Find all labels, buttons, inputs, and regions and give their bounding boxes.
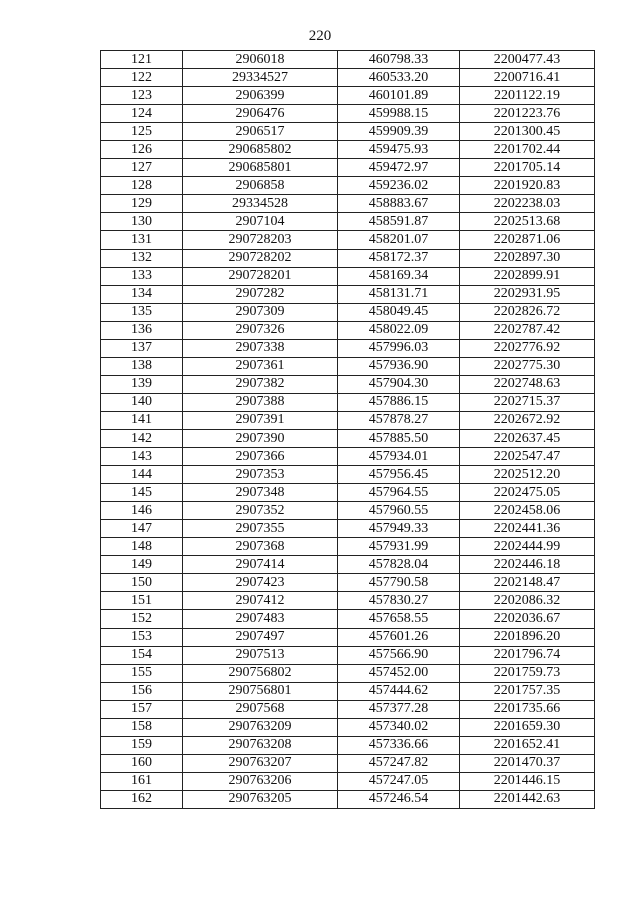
point-id-cell: 2907338 [183,339,338,357]
point-id-cell: 29334527 [183,69,338,87]
row-number-cell: 144 [101,466,183,484]
x-coordinate-cell: 460533.20 [338,69,460,87]
x-coordinate-cell: 457886.15 [338,393,460,411]
x-coordinate-cell: 457247.82 [338,754,460,772]
row-number-cell: 126 [101,141,183,159]
table-row [101,105,595,123]
table-row [101,339,595,357]
y-coordinate-cell: 2202897.30 [460,249,595,267]
row-number-cell: 152 [101,610,183,628]
row-number-cell: 158 [101,718,183,736]
table-row [101,736,595,754]
y-coordinate-cell: 2202148.47 [460,574,595,592]
point-id-cell: 290728202 [183,249,338,267]
y-coordinate-cell: 2202086.32 [460,592,595,610]
y-coordinate-cell: 2201896.20 [460,628,595,646]
table-row [101,718,595,736]
point-id-cell: 2906476 [183,105,338,123]
y-coordinate-cell: 2201223.76 [460,105,595,123]
point-id-cell: 2907309 [183,303,338,321]
table-row [101,538,595,556]
table-row [101,448,595,466]
y-coordinate-cell: 2201702.44 [460,141,595,159]
point-id-cell: 2907391 [183,411,338,429]
x-coordinate-cell: 458883.67 [338,195,460,213]
table-row [101,69,595,87]
x-coordinate-cell: 457949.33 [338,520,460,538]
y-coordinate-cell: 2200716.41 [460,69,595,87]
table-row [101,357,595,375]
x-coordinate-cell: 457790.58 [338,574,460,592]
x-coordinate-cell: 457246.54 [338,790,460,808]
y-coordinate-cell: 2202826.72 [460,303,595,321]
coordinates-table [100,50,595,809]
table-row [101,610,595,628]
y-coordinate-cell: 2201442.63 [460,790,595,808]
x-coordinate-cell: 457830.27 [338,592,460,610]
y-coordinate-cell: 2202776.92 [460,339,595,357]
y-coordinate-cell: 2202672.92 [460,411,595,429]
point-id-cell: 2907390 [183,429,338,447]
row-number-cell: 130 [101,213,183,231]
point-id-cell: 2907568 [183,700,338,718]
row-number-cell: 138 [101,357,183,375]
y-coordinate-cell: 2202748.63 [460,375,595,393]
x-coordinate-cell: 459475.93 [338,141,460,159]
point-id-cell: 2906858 [183,177,338,195]
table-row [101,267,595,285]
point-id-cell: 290685801 [183,159,338,177]
table-row [101,574,595,592]
table-row [101,411,595,429]
y-coordinate-cell: 2202513.68 [460,213,595,231]
table-row [101,592,595,610]
point-id-cell: 290685802 [183,141,338,159]
x-coordinate-cell: 457936.90 [338,357,460,375]
y-coordinate-cell: 2202238.03 [460,195,595,213]
row-number-cell: 132 [101,249,183,267]
table-row [101,466,595,484]
row-number-cell: 150 [101,574,183,592]
row-number-cell: 141 [101,411,183,429]
table-row [101,195,595,213]
y-coordinate-cell: 2201652.41 [460,736,595,754]
y-coordinate-cell: 2201300.45 [460,123,595,141]
row-number-cell: 151 [101,592,183,610]
x-coordinate-cell: 457601.26 [338,628,460,646]
row-number-cell: 148 [101,538,183,556]
x-coordinate-cell: 457444.62 [338,682,460,700]
x-coordinate-cell: 457336.66 [338,736,460,754]
x-coordinate-cell: 457340.02 [338,718,460,736]
table-row [101,790,595,808]
x-coordinate-cell: 457247.05 [338,772,460,790]
point-id-cell: 290763207 [183,754,338,772]
row-number-cell: 159 [101,736,183,754]
x-coordinate-cell: 457658.55 [338,610,460,628]
row-number-cell: 124 [101,105,183,123]
y-coordinate-cell: 2202444.99 [460,538,595,556]
x-coordinate-cell: 458172.37 [338,249,460,267]
page-number: 220 [308,28,332,44]
point-id-cell: 290728203 [183,231,338,249]
y-coordinate-cell: 2202715.37 [460,393,595,411]
row-number-cell: 134 [101,285,183,303]
table-row [101,285,595,303]
x-coordinate-cell: 457377.28 [338,700,460,718]
x-coordinate-cell: 458591.87 [338,213,460,231]
row-number-cell: 162 [101,790,183,808]
y-coordinate-cell: 2200477.43 [460,51,595,69]
row-number-cell: 122 [101,69,183,87]
row-number-cell: 121 [101,51,183,69]
point-id-cell: 290756801 [183,682,338,700]
x-coordinate-cell: 458131.71 [338,285,460,303]
table-row [101,700,595,718]
row-number-cell: 156 [101,682,183,700]
row-number-cell: 154 [101,646,183,664]
y-coordinate-cell: 2202446.18 [460,556,595,574]
x-coordinate-cell: 457960.55 [338,502,460,520]
table-row [101,87,595,105]
y-coordinate-cell: 2201122.19 [460,87,595,105]
point-id-cell: 2907282 [183,285,338,303]
table-row [101,123,595,141]
point-id-cell: 2907368 [183,538,338,556]
row-number-cell: 145 [101,484,183,502]
point-id-cell: 2907352 [183,502,338,520]
table-row [101,754,595,772]
row-number-cell: 147 [101,520,183,538]
point-id-cell: 29334528 [183,195,338,213]
point-id-cell: 290763206 [183,772,338,790]
x-coordinate-cell: 459909.39 [338,123,460,141]
row-number-cell: 135 [101,303,183,321]
row-number-cell: 149 [101,556,183,574]
row-number-cell: 139 [101,375,183,393]
x-coordinate-cell: 458169.34 [338,267,460,285]
table-row [101,393,595,411]
x-coordinate-cell: 458022.09 [338,321,460,339]
table-row [101,682,595,700]
table-row [101,177,595,195]
point-id-cell: 2907348 [183,484,338,502]
y-coordinate-cell: 2202931.95 [460,285,595,303]
point-id-cell: 2906517 [183,123,338,141]
table-row [101,484,595,502]
point-id-cell: 2907104 [183,213,338,231]
table-row [101,556,595,574]
point-id-cell: 2907483 [183,610,338,628]
y-coordinate-cell: 2201735.66 [460,700,595,718]
y-coordinate-cell: 2202899.91 [460,267,595,285]
row-number-cell: 161 [101,772,183,790]
y-coordinate-cell: 2201796.74 [460,646,595,664]
point-id-cell: 2907423 [183,574,338,592]
y-coordinate-cell: 2202036.67 [460,610,595,628]
y-coordinate-cell: 2202787.42 [460,321,595,339]
row-number-cell: 142 [101,429,183,447]
table-row [101,502,595,520]
row-number-cell: 128 [101,177,183,195]
point-id-cell: 2907412 [183,592,338,610]
point-id-cell: 2907382 [183,375,338,393]
point-id-cell: 2907497 [183,628,338,646]
point-id-cell: 2907355 [183,520,338,538]
y-coordinate-cell: 2202512.20 [460,466,595,484]
table-row [101,303,595,321]
x-coordinate-cell: 460101.89 [338,87,460,105]
x-coordinate-cell: 460798.33 [338,51,460,69]
point-id-cell: 2907366 [183,448,338,466]
table-row [101,520,595,538]
point-id-cell: 2906018 [183,51,338,69]
point-id-cell: 2907388 [183,393,338,411]
row-number-cell: 123 [101,87,183,105]
x-coordinate-cell: 457566.90 [338,646,460,664]
y-coordinate-cell: 2202871.06 [460,231,595,249]
row-number-cell: 125 [101,123,183,141]
table-row [101,231,595,249]
row-number-cell: 143 [101,448,183,466]
x-coordinate-cell: 457885.50 [338,429,460,447]
y-coordinate-cell: 2202475.05 [460,484,595,502]
point-id-cell: 290763209 [183,718,338,736]
point-id-cell: 290763208 [183,736,338,754]
table-row [101,429,595,447]
point-id-cell: 2907513 [183,646,338,664]
point-id-cell: 2907353 [183,466,338,484]
y-coordinate-cell: 2202458.06 [460,502,595,520]
x-coordinate-cell: 457828.04 [338,556,460,574]
x-coordinate-cell: 458049.45 [338,303,460,321]
x-coordinate-cell: 457996.03 [338,339,460,357]
point-id-cell: 2906399 [183,87,338,105]
table-row [101,159,595,177]
table-row [101,51,595,69]
y-coordinate-cell: 2201446.15 [460,772,595,790]
point-id-cell: 2907326 [183,321,338,339]
y-coordinate-cell: 2202637.45 [460,429,595,447]
x-coordinate-cell: 457904.30 [338,375,460,393]
table-row [101,141,595,159]
x-coordinate-cell: 457964.55 [338,484,460,502]
y-coordinate-cell: 2201759.73 [460,664,595,682]
x-coordinate-cell: 459988.15 [338,105,460,123]
y-coordinate-cell: 2201757.35 [460,682,595,700]
x-coordinate-cell: 457452.00 [338,664,460,682]
row-number-cell: 146 [101,502,183,520]
point-id-cell: 290763205 [183,790,338,808]
x-coordinate-cell: 458201.07 [338,231,460,249]
point-id-cell: 290756802 [183,664,338,682]
y-coordinate-cell: 2202775.30 [460,357,595,375]
row-number-cell: 155 [101,664,183,682]
row-number-cell: 131 [101,231,183,249]
row-number-cell: 133 [101,267,183,285]
table-row [101,249,595,267]
table-body [101,51,595,809]
y-coordinate-cell: 2201470.37 [460,754,595,772]
point-id-cell: 2907361 [183,357,338,375]
table-row [101,321,595,339]
x-coordinate-cell: 457934.01 [338,448,460,466]
row-number-cell: 137 [101,339,183,357]
point-id-cell: 2907414 [183,556,338,574]
y-coordinate-cell: 2202441.36 [460,520,595,538]
y-coordinate-cell: 2202547.47 [460,448,595,466]
row-number-cell: 153 [101,628,183,646]
row-number-cell: 140 [101,393,183,411]
y-coordinate-cell: 2201920.83 [460,177,595,195]
row-number-cell: 160 [101,754,183,772]
table-row [101,213,595,231]
x-coordinate-cell: 459472.97 [338,159,460,177]
point-id-cell: 290728201 [183,267,338,285]
table-row [101,375,595,393]
row-number-cell: 157 [101,700,183,718]
y-coordinate-cell: 2201659.30 [460,718,595,736]
x-coordinate-cell: 457956.45 [338,466,460,484]
row-number-cell: 127 [101,159,183,177]
row-number-cell: 136 [101,321,183,339]
table-row [101,664,595,682]
table-row [101,628,595,646]
x-coordinate-cell: 459236.02 [338,177,460,195]
row-number-cell: 129 [101,195,183,213]
x-coordinate-cell: 457878.27 [338,411,460,429]
table-row [101,772,595,790]
x-coordinate-cell: 457931.99 [338,538,460,556]
y-coordinate-cell: 2201705.14 [460,159,595,177]
table-row [101,646,595,664]
